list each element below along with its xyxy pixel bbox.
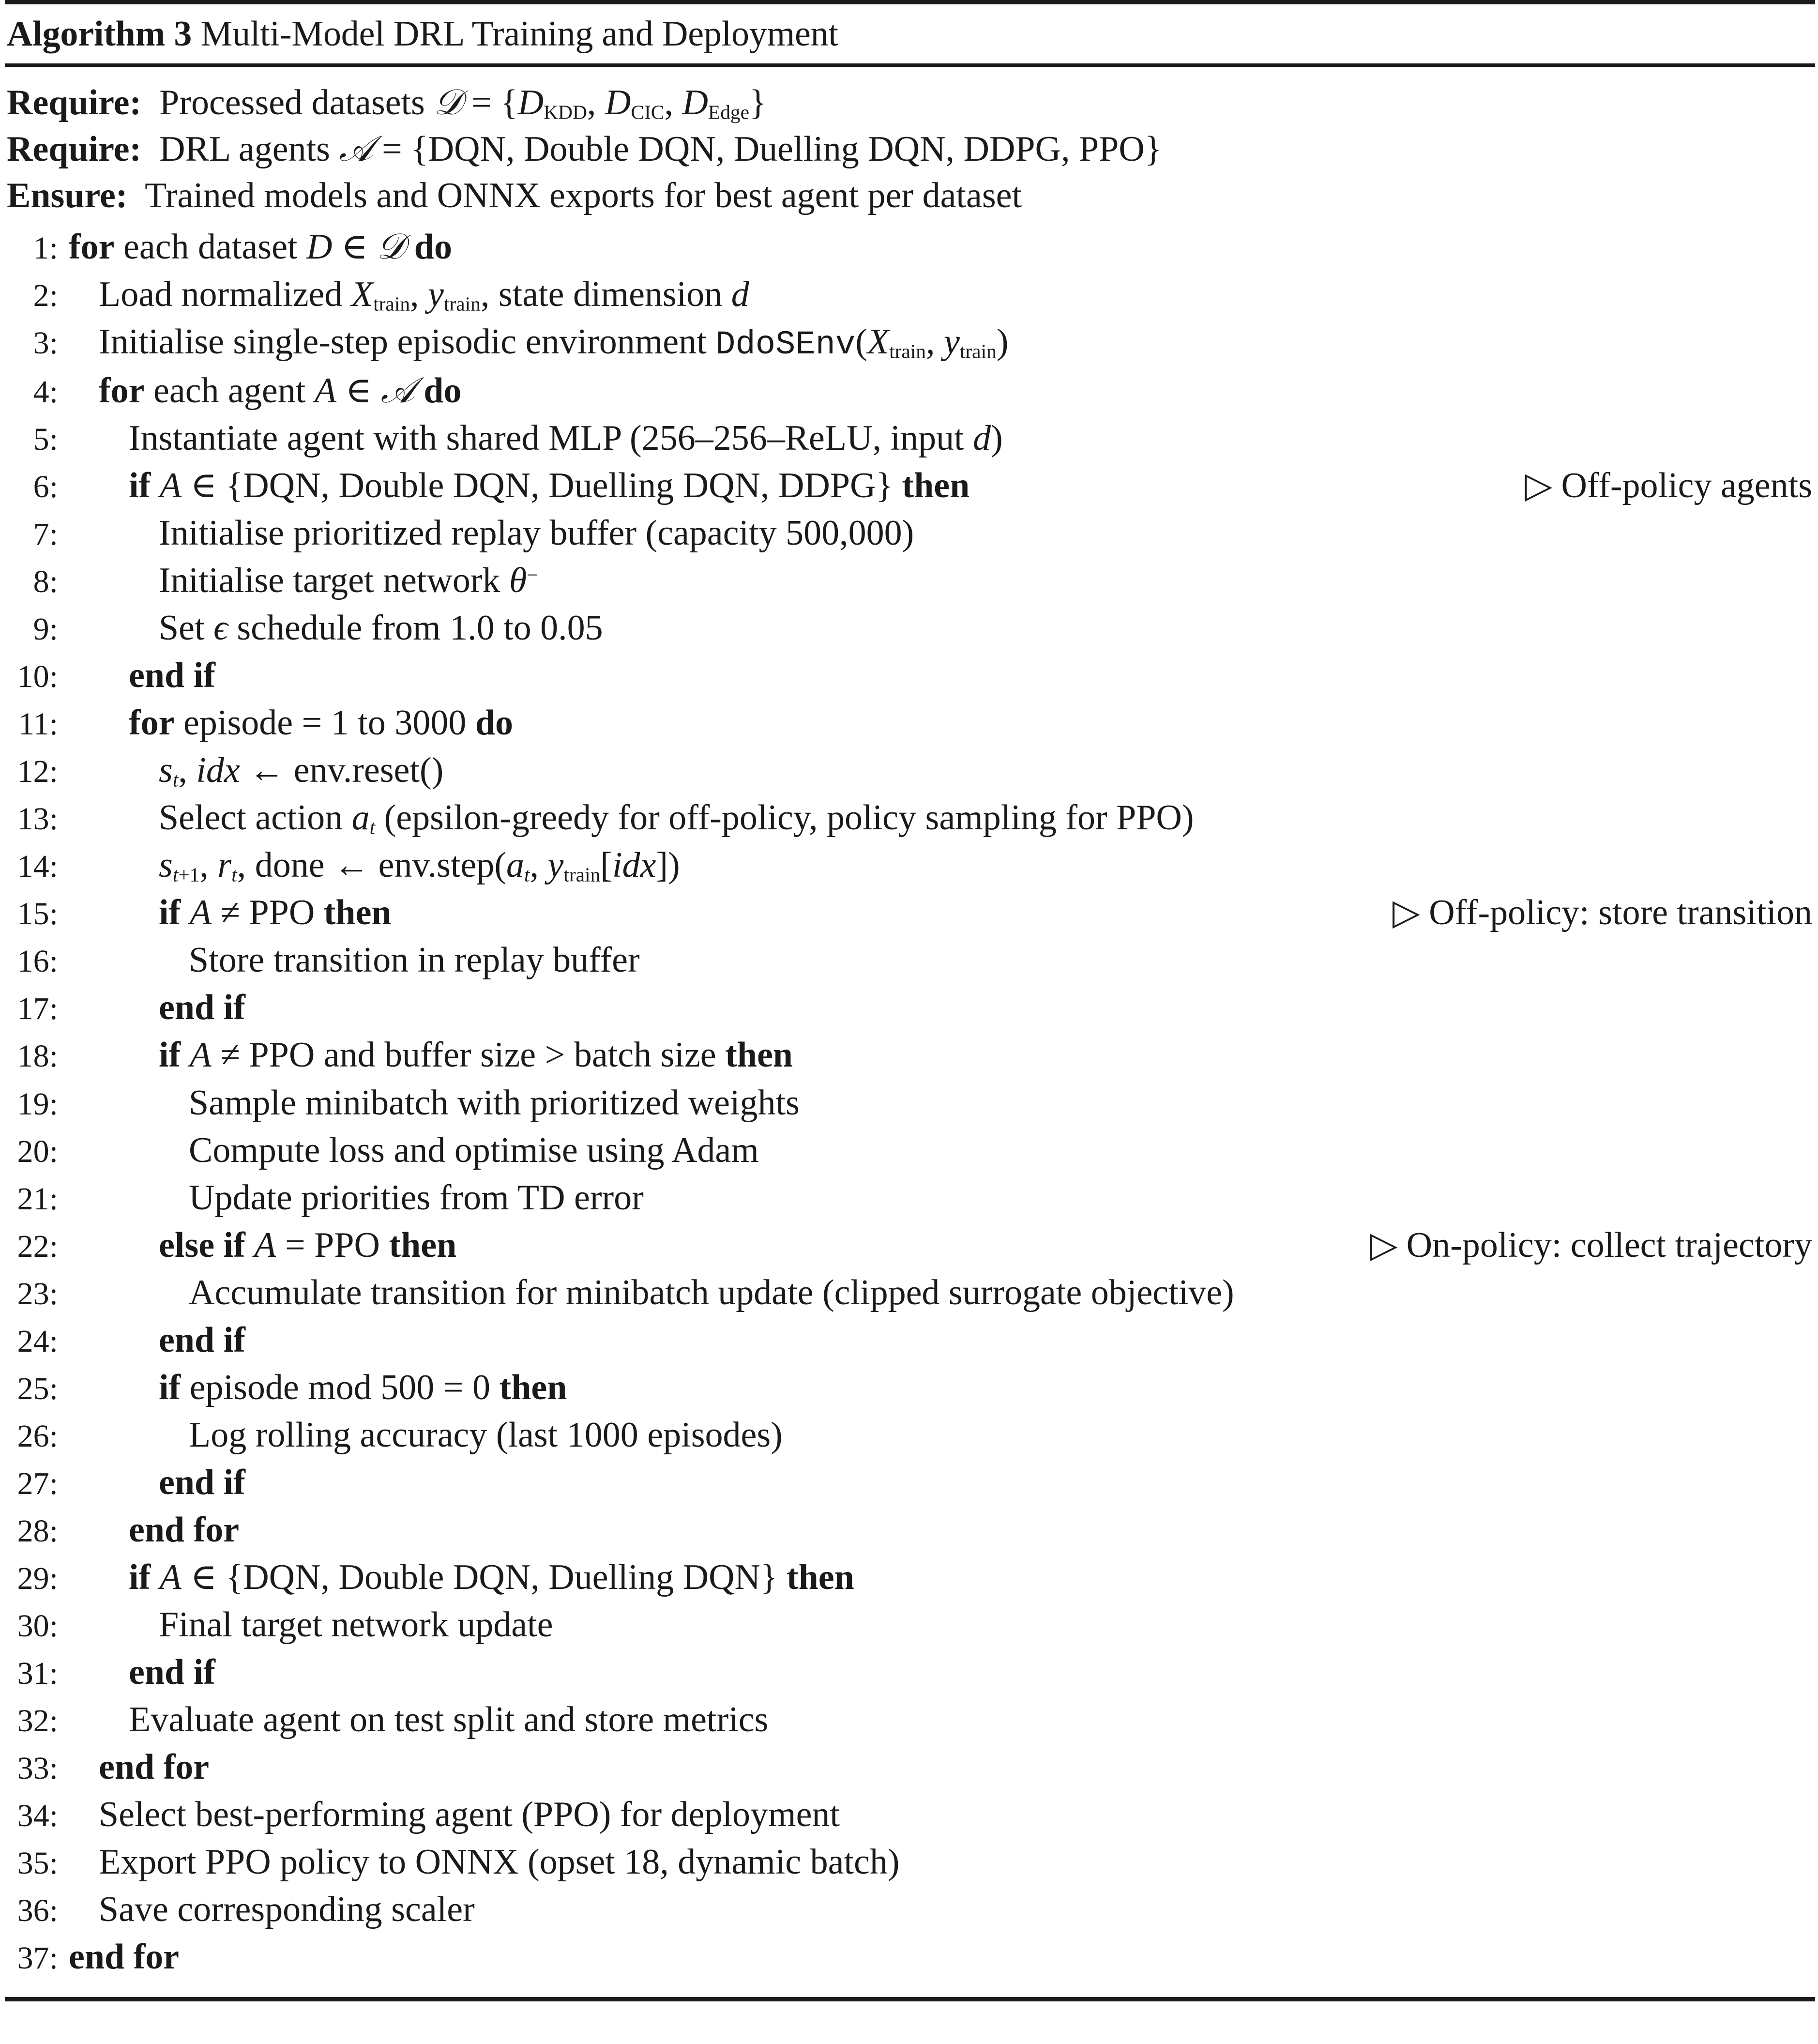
algorithm-line xyxy=(0,318,1818,367)
line-number: 30: xyxy=(17,1608,58,1644)
algorithm-line xyxy=(0,223,1818,271)
require-keyword: Require: xyxy=(7,83,142,122)
algorithm-line xyxy=(0,1506,1818,1554)
line-number: 31: xyxy=(17,1656,58,1692)
require-agents xyxy=(0,126,1818,172)
require-agents-text: DRL agents 𝒜 = {DQN, Double DQN, Duelling DQN, DDPG, PPO} xyxy=(159,129,1162,169)
preconditions-block xyxy=(0,67,1818,219)
line-number: 15: xyxy=(17,896,58,932)
ensure-line xyxy=(0,172,1818,219)
algorithm-line xyxy=(0,1601,1818,1648)
line-body: end if xyxy=(129,1652,215,1693)
algorithm-line xyxy=(0,889,1818,936)
line-number: 7: xyxy=(33,516,58,552)
line-number: 35: xyxy=(17,1846,58,1881)
algorithm-label: Algorithm 3 xyxy=(7,14,192,54)
line-number: 12: xyxy=(17,754,58,790)
line-number: 23: xyxy=(17,1276,58,1312)
line-body: Initialise target network θ− xyxy=(159,561,538,601)
line-number: 36: xyxy=(17,1893,58,1929)
line-number: 9: xyxy=(33,611,58,647)
line-number: 32: xyxy=(17,1703,58,1739)
line-number: 21: xyxy=(17,1181,58,1217)
line-number: 33: xyxy=(17,1751,58,1786)
algorithm-line xyxy=(0,699,1818,747)
line-number: 24: xyxy=(17,1323,58,1359)
line-number: 13: xyxy=(17,801,58,837)
line-body: if A ≠ PPO and buffer size > batch size then xyxy=(159,1035,793,1075)
line-body: Log rolling accuracy (last 1000 episodes) xyxy=(189,1415,783,1455)
algorithm-line xyxy=(0,1459,1818,1506)
algorithm-line xyxy=(0,462,1818,509)
line-number: 37: xyxy=(17,1940,58,1976)
line-body: Compute loss and optimise using Adam xyxy=(189,1130,759,1170)
algorithm-line xyxy=(0,414,1818,462)
line-body: for episode = 1 to 3000 do xyxy=(129,703,513,743)
algorithm-line xyxy=(0,1554,1818,1601)
algorithm-line xyxy=(0,841,1818,889)
line-body: for each dataset D ∈ 𝒟 do xyxy=(69,227,452,267)
line-body: end if xyxy=(129,656,215,696)
line-number: 16: xyxy=(17,944,58,979)
algorithm-line xyxy=(0,271,1818,318)
line-number: 27: xyxy=(17,1465,58,1501)
algorithm-line xyxy=(0,984,1818,1031)
line-number: 8: xyxy=(33,564,58,600)
require-datasets-text: Processed datasets 𝒟 = {$D_{KDD}$, $D_{CIC}$, $D_{Edge}$} xyxy=(159,83,767,123)
line-number: 5: xyxy=(33,421,58,457)
algorithm-title xyxy=(0,4,1818,63)
line-number: 6: xyxy=(33,469,58,504)
algorithm-line xyxy=(0,1838,1818,1886)
line-body: end if xyxy=(159,1462,245,1502)
line-comment: ▷ Off-policy: store transition xyxy=(1392,893,1812,933)
line-body: Set ϵ schedule from 1.0 to 0.05 xyxy=(159,608,603,648)
line-number: 10: xyxy=(17,659,58,695)
line-comment: ▷ Off-policy agents xyxy=(1525,465,1812,505)
line-body: if A ∈ {DQN, Double DQN, Duelling DQN} then xyxy=(129,1557,854,1597)
require-datasets xyxy=(0,79,1818,126)
algorithm-line xyxy=(0,1364,1818,1411)
line-body: Export PPO policy to ONNX (opset 18, dynamic batch) xyxy=(99,1842,900,1882)
algorithm-line xyxy=(0,652,1818,699)
algorithm-line xyxy=(0,367,1818,414)
algorithm-line xyxy=(0,936,1818,984)
line-number: 11: xyxy=(18,706,58,742)
line-body: Select action $a_t$ (epsilon-greedy for off-policy, policy sampling for PPO) xyxy=(159,798,1194,839)
algorithm-line xyxy=(0,1079,1818,1127)
algorithm-line xyxy=(0,794,1818,841)
line-body: end for xyxy=(69,1937,180,1977)
line-body: end if xyxy=(159,1320,245,1360)
algorithm-line xyxy=(0,1696,1818,1743)
top-rule xyxy=(5,0,1815,4)
line-body: Update priorities from TD error xyxy=(189,1177,644,1218)
algorithm-line xyxy=(0,1269,1818,1316)
algorithm-line xyxy=(0,1031,1818,1079)
algorithm-line xyxy=(0,1221,1818,1269)
bottom-rule xyxy=(5,1997,1815,2001)
line-body: end for xyxy=(129,1510,240,1550)
line-number: 29: xyxy=(17,1561,58,1596)
line-body: Instantiate agent with shared MLP (256–256–ReLU, input d) xyxy=(129,418,1003,458)
line-number: 19: xyxy=(17,1086,58,1122)
line-body: Evaluate agent on test split and store metrics xyxy=(129,1700,769,1740)
algorithm-line xyxy=(0,509,1818,557)
algorithm-line xyxy=(0,1411,1818,1459)
line-number: 26: xyxy=(17,1418,58,1454)
line-body: Final target network update xyxy=(159,1605,553,1645)
algorithm-line xyxy=(0,1648,1818,1696)
line-number: 25: xyxy=(17,1371,58,1406)
line-body: if A ≠ PPO then ▷ Off-policy: store transition xyxy=(69,889,1818,936)
line-body: $s_{t+1}$, $r_t$, done ← $env.step(a_t$, $y_{train}[idx]$) xyxy=(159,845,680,886)
line-body: Initialise prioritized replay buffer (capacity 500,000) xyxy=(159,513,914,553)
line-body: for each agent A ∈ 𝒜 do xyxy=(99,370,462,411)
line-body: $s_t$, idx ← env.reset() xyxy=(159,750,444,791)
line-body: Load normalized $X_{train}$, $y_{train}$, state dimension d xyxy=(99,274,749,315)
line-comment: ▷ On-policy: collect trajectory xyxy=(1370,1225,1812,1265)
algorithm-line xyxy=(0,604,1818,652)
line-body: Save corresponding scaler xyxy=(99,1890,475,1930)
algorithm-line xyxy=(0,557,1818,604)
algorithm-line xyxy=(0,1933,1818,1981)
ensure-text: Trained models and ONNX exports for best agent per dataset xyxy=(145,176,1022,216)
title-rule xyxy=(5,63,1815,67)
line-number: 4: xyxy=(33,374,58,410)
line-number: 17: xyxy=(17,991,58,1027)
algorithm-steps xyxy=(0,219,1818,1981)
line-body: if episode mod 500 = 0 then xyxy=(159,1367,567,1407)
require-keyword-2: Require: xyxy=(7,129,142,169)
line-number: 34: xyxy=(17,1798,58,1834)
line-number: 18: xyxy=(17,1038,58,1074)
line-number: 1: xyxy=(33,230,58,266)
line-number: 28: xyxy=(17,1513,58,1549)
algorithm-line xyxy=(0,1791,1818,1838)
line-number: 22: xyxy=(17,1228,58,1264)
ensure-keyword: Ensure: xyxy=(7,176,128,216)
algorithm-line xyxy=(0,1886,1818,1933)
line-body: end for xyxy=(99,1747,210,1787)
line-body: end if xyxy=(159,988,245,1028)
line-body: if A ∈ {DQN, Double DQN, Duelling DQN, DDPG} then ▷ Off-policy agents xyxy=(69,462,1818,509)
line-body: Initialise single-step episodic environment $DdoSEnv(X_{train}$, $y_{train}$) xyxy=(99,321,1009,364)
algorithm-name: Multi-Model DRL Training and Deployment xyxy=(200,14,838,54)
line-number: 3: xyxy=(33,325,58,361)
algorithm-line xyxy=(0,1743,1818,1791)
line-number: 20: xyxy=(17,1133,58,1169)
algorithm-line xyxy=(0,1127,1818,1174)
line-body: Accumulate transition for minibatch update (clipped surrogate objective) xyxy=(189,1272,1234,1312)
line-number: 14: xyxy=(17,849,58,885)
algorithm-line xyxy=(0,1174,1818,1221)
algorithm-line xyxy=(0,747,1818,794)
line-body: Sample minibatch with prioritized weights xyxy=(189,1083,800,1123)
line-body: Select best-performing agent (PPO) for deployment xyxy=(99,1795,840,1835)
line-body: else if A = PPO then ▷ On-policy: collect trajectory xyxy=(69,1221,1818,1269)
line-number: 2: xyxy=(33,277,58,313)
line-body: Store transition in replay buffer xyxy=(189,940,640,980)
algorithm-line xyxy=(0,1316,1818,1364)
